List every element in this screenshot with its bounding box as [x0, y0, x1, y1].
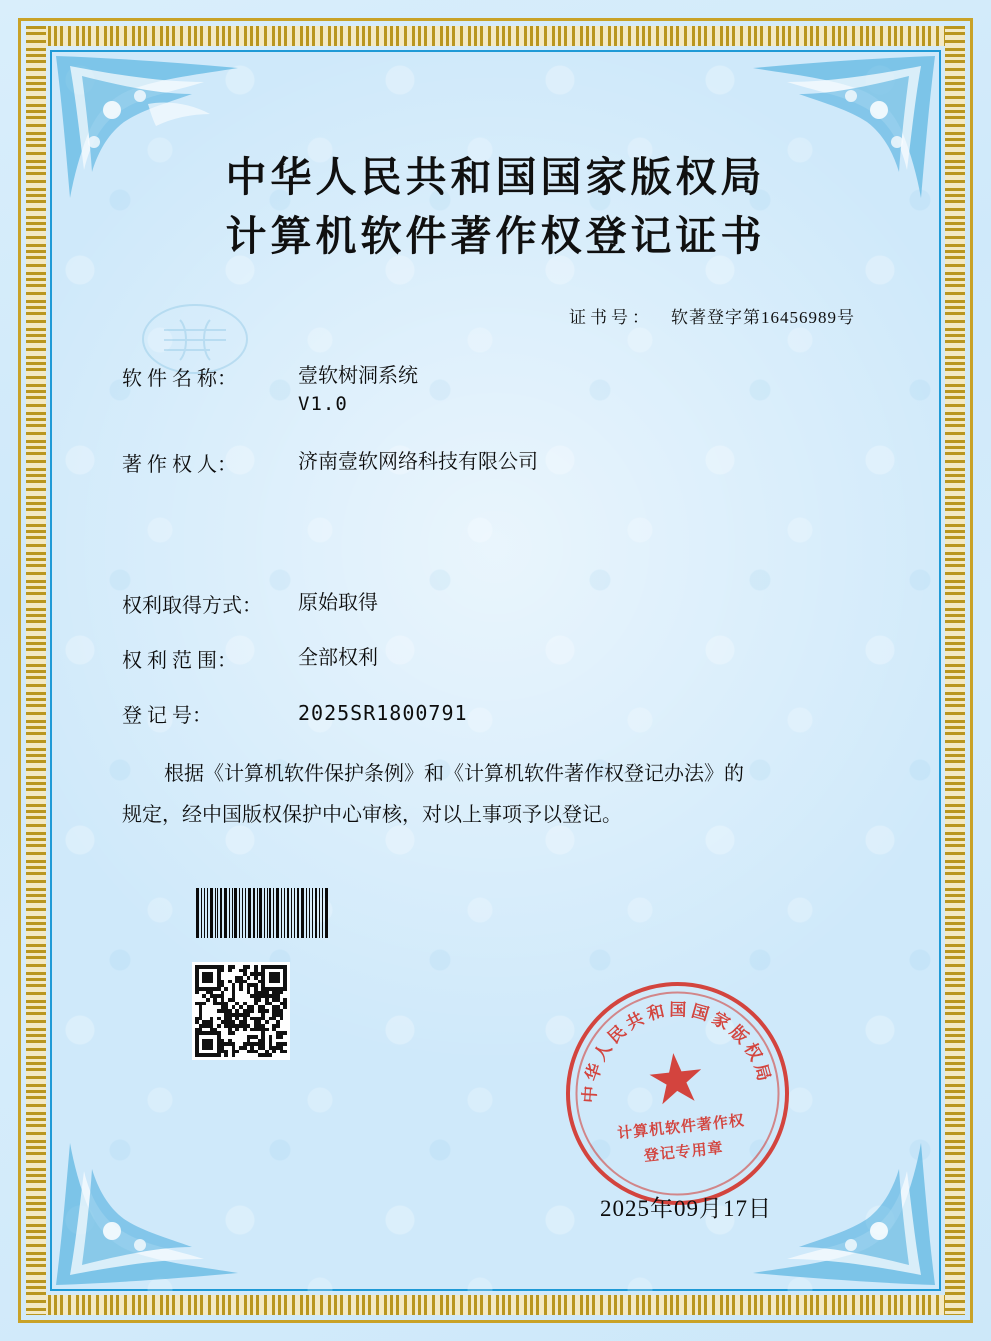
field-label-registration-number: 登 记 号： — [122, 705, 212, 728]
software-version-text: V1.0 — [298, 392, 348, 415]
legal-paragraph — [122, 754, 869, 836]
field-value-acquisition-method: 原始取得 — [298, 592, 378, 615]
seal-star-icon: ★ — [645, 1046, 708, 1115]
field-value-registration-number: 2025SR1800791 — [298, 701, 468, 726]
field-label-acquisition-method: 权利取得方式： — [122, 595, 262, 618]
seal-text-line-1: 计算机软件著作权 — [616, 1113, 746, 1143]
certificate-number-label: 证书号： — [569, 307, 653, 327]
official-seal-icon — [555, 971, 800, 1216]
greek-key-border-top — [26, 26, 965, 46]
software-name-text: 壹软树洞系统 — [298, 364, 418, 387]
field-label-rights-scope: 权 利 范 围： — [122, 650, 237, 673]
spacer — [122, 503, 869, 589]
seal-text-line-2: 登记专用章 — [643, 1140, 725, 1165]
field-list — [122, 362, 869, 729]
field-value-copyright-owner: 济南壹软网络科技有限公司 — [298, 451, 538, 474]
certificate-content — [52, 52, 939, 1289]
barcode-icon — [196, 888, 330, 938]
field-row-software-name — [122, 362, 869, 419]
legal-paragraph-line-2: 规定，经中国版权保护中心审核，对以上事项予以登记。 — [122, 804, 622, 827]
field-label-software-name: 软 件 名 称： — [122, 367, 237, 390]
field-row-copyright-owner — [122, 448, 869, 477]
title-block — [122, 52, 869, 267]
field-row-rights-scope — [122, 644, 869, 673]
legal-paragraph-line-1: 根据《计算机软件保护条例》和《计算机软件著作权登记办法》的 — [164, 763, 744, 786]
issue-date: 2025年09月17日 — [600, 1196, 772, 1221]
field-value-software-name — [298, 362, 869, 419]
greek-key-border-right — [945, 26, 965, 1315]
field-label-copyright-owner: 著 作 权 人： — [122, 454, 237, 477]
field-value-rights-scope: 全部权利 — [298, 647, 378, 670]
certificate-number — [122, 303, 869, 328]
certificate-number-value: 软著登字第16456989号 — [671, 307, 855, 327]
page-title-line-1: 中华人民共和国国家版权局 — [225, 153, 766, 201]
page-title-line-2: 计算机软件著作权登记证书 — [225, 212, 766, 261]
qr-code-icon — [192, 962, 290, 1060]
field-row-registration-number — [122, 699, 869, 728]
field-row-acquisition-method — [122, 589, 869, 618]
seal-ring-text: 中华人民共和国国家版权局 — [580, 1000, 775, 1104]
greek-key-border-left — [26, 26, 46, 1315]
greek-key-border-bottom — [26, 1295, 965, 1315]
